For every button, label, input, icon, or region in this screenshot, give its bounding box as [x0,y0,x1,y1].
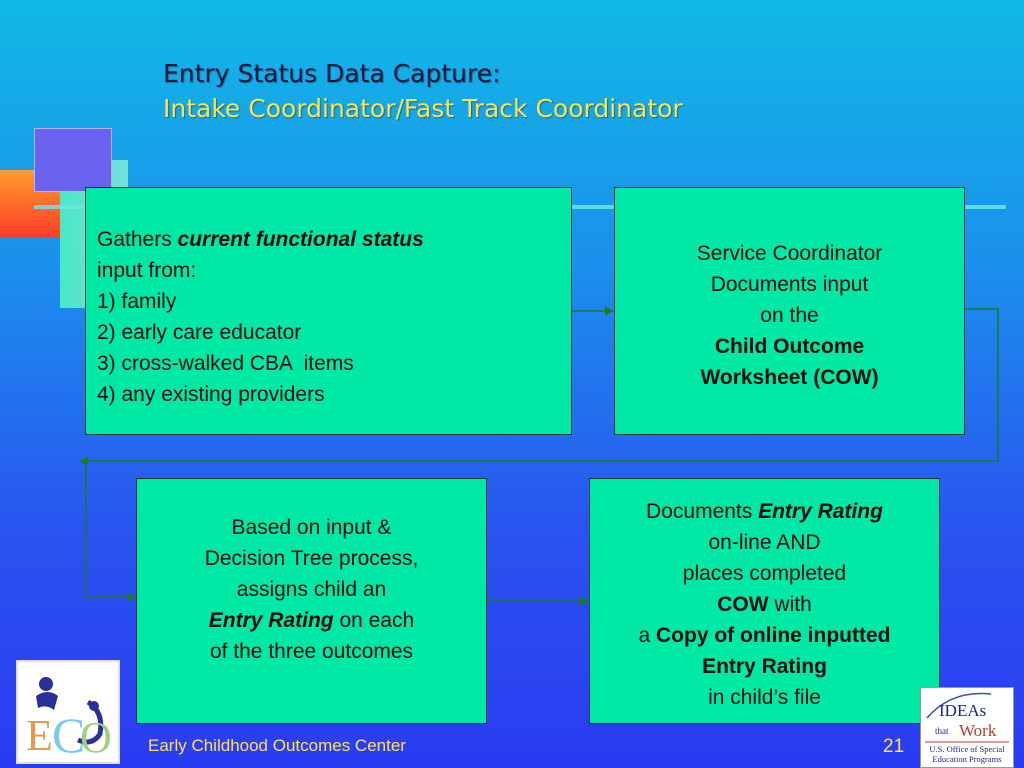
box4-line3: places completed [682,562,847,585]
box2-line4: Child Outcome [714,335,865,358]
eco-logo-letter-o: O [80,713,112,762]
box1-item-1: 1) family [97,290,177,313]
box1-lead: Gathers [97,228,178,251]
title-line2: Intake Coordinator/Fast Track Coordinator [163,94,683,123]
box1-emphasis: current functional status [177,228,424,251]
box4-line4-bold: COW [717,593,769,616]
box4-line5-a: a [638,624,657,647]
title-line1: Entry Status Data Capture: [163,59,501,88]
ideas-that-work-logo [920,687,1014,768]
box4-line1-emphasis: Entry Rating [758,500,883,523]
page-number: 21 [883,736,905,757]
box4-line5-bold: Copy of online inputted [656,624,891,647]
arrow-loop-to-box3 [86,461,136,597]
box3-line2: Decision Tree process, [204,547,419,570]
box1-item-4: 4) any existing providers [97,383,325,406]
ideas-logo-office-text: U.S. Office of Special [929,744,1005,754]
box3-line5: of the three outcomes [209,640,414,663]
box4-line7: in child’s file [708,686,821,709]
service-coordinator-box [614,187,965,435]
box1-item-2: 2) early care educator [97,321,302,344]
eco-logo-graphic [18,662,118,762]
box4-line2: on-line AND [708,531,821,554]
box1-item-3: 3) cross-walked CBA items [97,352,354,375]
footer-org-name: Early Childhood Outcomes Center [148,736,406,755]
box3-line1: Based on input & [231,516,392,539]
box2-line2: Documents input [710,273,869,296]
gathers-status-box [85,187,572,435]
box2-line5: Worksheet (COW) [700,366,879,389]
box4-line6: Entry Rating [702,655,827,678]
box3-line4-rest: on each [333,609,415,632]
ideas-logo-graphic [921,688,1013,767]
documents-entry-rating-box [589,478,940,724]
box1-line2: input from: [97,259,197,282]
eco-logo [16,660,120,764]
entry-rating-decision-box [136,478,487,724]
box2-line1: Service Coordinator [696,242,883,265]
ideas-logo-ideas-text: IDEAs [939,701,987,720]
ideas-logo-programs-text: Education Programs [932,754,1002,764]
ideas-logo-work-text: Work [959,721,997,740]
box3-line3: assigns child an [236,578,387,601]
eco-logo-letter-e: E [26,711,53,760]
box4-line1-a: Documents [646,500,759,523]
box2-line3: on the [760,304,819,327]
box3-line4-emphasis: Entry Rating [208,609,334,632]
ideas-logo-that-text: that [935,726,949,736]
eco-logo-letter-c: C [52,707,86,762]
box4-line4-rest: with [768,593,812,616]
